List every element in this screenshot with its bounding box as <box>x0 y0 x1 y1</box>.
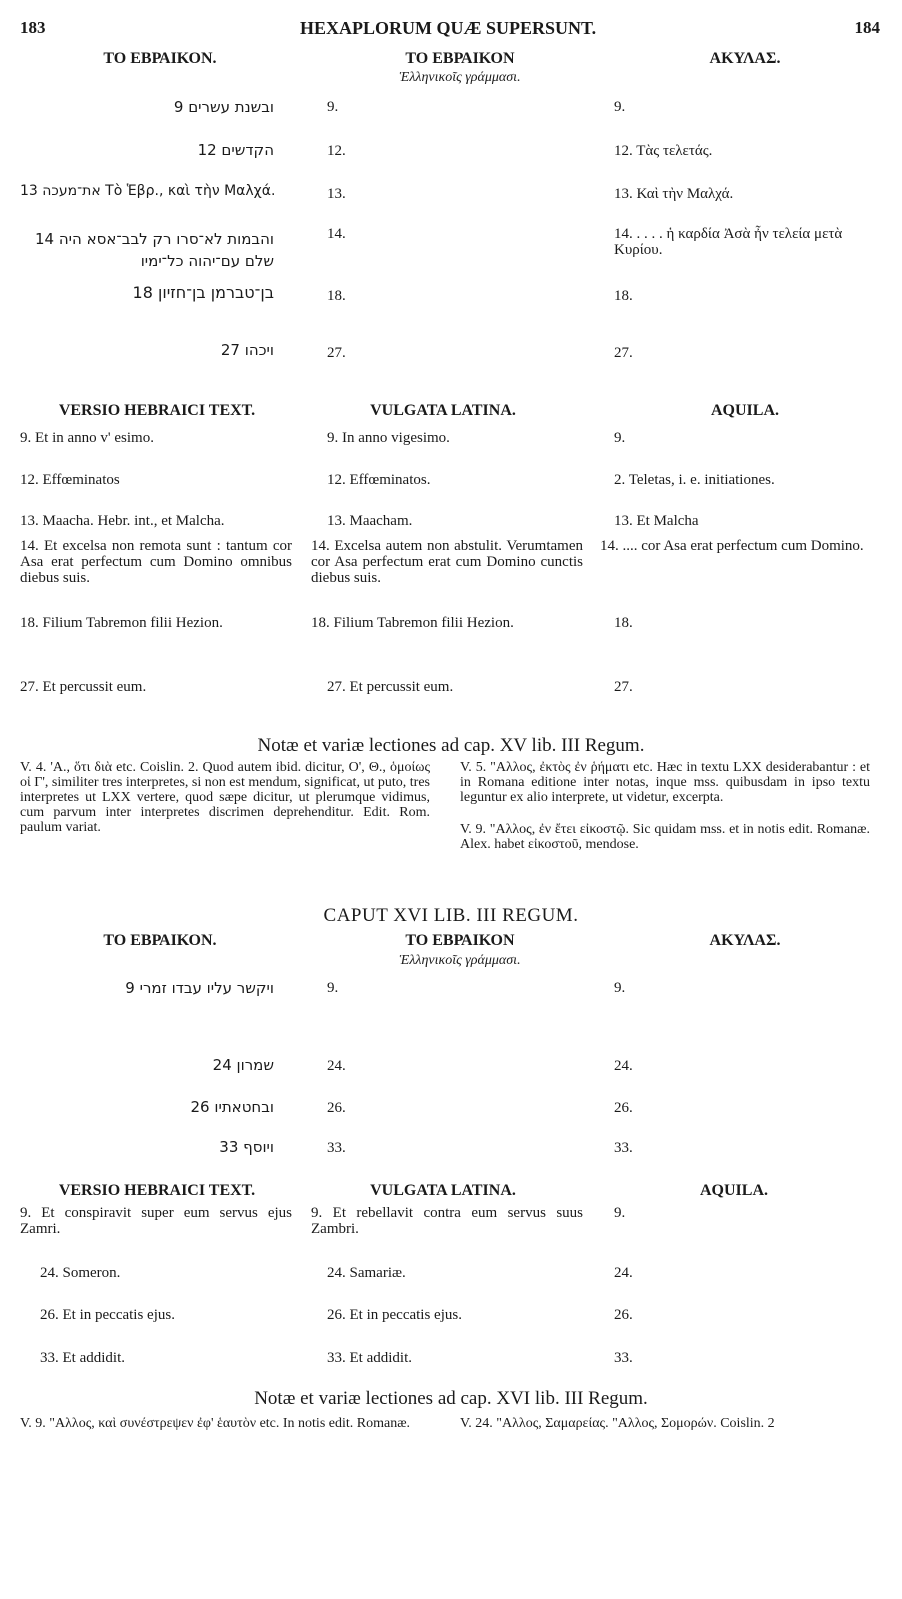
vulgata-verse: 24. Samariæ. <box>327 1265 406 1281</box>
vulgata-verse: 27. Et percussit eum. <box>327 679 454 695</box>
aquila-latin-verse: 13. Et Malcha <box>614 513 699 529</box>
hebrew-verse: 24 שמרון <box>212 1056 274 1074</box>
col-heading-hebrew: ΤΟ ΕΒΡΑΙΚΟΝ. <box>103 932 217 949</box>
note-right-2: V. 9. "Αλλος, ἐν ἔτει εἰκοστῷ. Sic quidam mss. et in notis edit. Romanæ. Alex. habet εἰκοστοῦ, mendose. <box>460 822 870 852</box>
aquila-latin-verse: 9. <box>614 430 626 446</box>
notes-title: Notæ et variæ lectiones ad cap. XVI lib. III Regum. <box>254 1388 648 1409</box>
greek-verse: 13. <box>327 186 346 202</box>
hebrew-verse: 13 את־מעכה Τὸ Ἑβρ., καὶ τὴν Μαλχά. <box>20 183 276 199</box>
greek-verse: 9. <box>327 99 339 115</box>
aquila-verse: 27. <box>614 345 633 361</box>
vulgata-verse: 14. Excelsa autem non abstulit. Verumtamen cor Asa perfectum erat cum Domino cunctis diebus suis. <box>311 538 583 586</box>
col-heading-greek: ΤΟ ΕΒΡΑΙΚΟΝ <box>405 50 515 67</box>
col-heading-aquila: ΑΚΥΛΑΣ. <box>709 50 781 67</box>
hebrew-verse: 27 ויכהו <box>220 341 274 359</box>
latin-hebrew-verse: 13. Maacha. Hebr. int., et Malcha. <box>20 513 225 529</box>
latin-hebrew-verse: 18. Filium Tabremon filii Hezion. <box>20 615 223 631</box>
vulgata-verse: 12. Effœminatos. <box>327 472 431 488</box>
greek-verse: 9. <box>327 980 339 996</box>
greek-verse: 27. <box>327 345 346 361</box>
aquila-latin-verse: 9. <box>614 1205 626 1221</box>
col-heading-vulgata: VULGATA LATINA. <box>370 1182 516 1199</box>
col-subheading-greek: Ἑλληνικοῖς γράμμασι. <box>399 953 521 968</box>
col-heading-hebrew: ΤΟ ΕΒΡΑΙΚΟΝ. <box>103 50 217 67</box>
running-title: HEXAPLORUM QUÆ SUPERSUNT. <box>300 18 597 38</box>
col-heading-version: VERSIO HEBRAICI TEXT. <box>58 402 256 419</box>
hebrew-verse: 9 ויקשר עליו עבדו זמרי <box>125 979 274 997</box>
vulgata-verse: 13. Maacham. <box>327 513 413 529</box>
aquila-verse: 9. <box>614 99 626 115</box>
page-number-right: 184 <box>854 18 880 37</box>
col-heading-aquila-latin: AQUILA. <box>710 402 779 419</box>
note-right-1: V. 5. "Αλλος, ἐκτὸς ἐν ῥήματι etc. Hæc in textu LXX desiderabantur : et in Romana editione inter notas, inque mss. quibusdam in ipso textu leguntur ex alio interprete, ut videtur, excerpta. <box>460 760 870 805</box>
note-left: V. 4. 'Α., ὅτι διὰ etc. Coislin. 2. Quod autem ibid. dicitur, Ο', Θ., ὁμοίως οἱ Γ', similiter tres interpretes, si non est mendum, significat, ut puto, tres interpretes ut LXX vertere, quod sæpe dicitur, ut plerumque vidimus, cum parvum inter interpretes discrimen deprehenditur. Edit. Rom. paulum variat. <box>20 760 430 835</box>
latin-hebrew-verse: 24. Someron. <box>40 1265 121 1281</box>
latin-hebrew-verse: 9. Et conspiravit super eum servus ejus Zamri. <box>20 1205 292 1237</box>
latin-hebrew-verse: 27. Et percussit eum. <box>20 679 147 695</box>
hebrew-verse: 26 ובחטאתיו <box>190 1098 274 1116</box>
aquila-latin-verse: 24. <box>614 1265 633 1281</box>
aquila-latin-verse: 26. <box>614 1307 633 1323</box>
hebrew-verse: 12 הקדשים <box>197 141 274 159</box>
col-heading-version: VERSIO HEBRAICI TEXT. <box>58 1182 256 1199</box>
col-heading-greek: ΤΟ ΕΒΡΑΙΚΟΝ <box>405 932 515 949</box>
vulgata-verse: 9. In anno vigesimo. <box>327 430 450 446</box>
aquila-verse: 33. <box>614 1140 633 1156</box>
latin-hebrew-verse: 26. Et in peccatis ejus. <box>40 1307 175 1323</box>
aquila-latin-verse: 27. <box>614 679 633 695</box>
vulgata-verse: 9. Et rebellavit contra eum servus suus Zambri. <box>311 1205 583 1237</box>
hebrew-verse: 18 בן־טברמן בן־חזיון <box>132 283 274 302</box>
greek-verse: 33. <box>327 1140 346 1156</box>
chapter-title: CAPUT XVI LIB. III REGUM. <box>323 905 579 926</box>
aquila-verse: 12. Τὰς τελετάς. <box>614 143 713 159</box>
latin-hebrew-verse: 33. Et addidit. <box>40 1350 125 1366</box>
hebrew-verse: 9 ובשנת עשרים <box>173 98 274 116</box>
hebrew-verse: 14 והבמות לא־סרו רק לבב־אסא היה שלם עם־יהוה כל־ימיו <box>34 230 274 270</box>
hebrew-verse: 33 ויוסף <box>219 1138 274 1156</box>
col-heading-aquila-latin: AQUILA. <box>699 1182 768 1199</box>
greek-verse: 14. <box>327 226 346 242</box>
greek-verse: 12. <box>327 143 346 159</box>
greek-verse: 24. <box>327 1058 346 1074</box>
page-number-left: 183 <box>20 18 46 37</box>
aquila-latin-verse: 2. Teletas, i. e. initiationes. <box>614 472 775 488</box>
greek-verse: 26. <box>327 1100 346 1116</box>
aquila-verse: 14. . . . . ἡ καρδία Ἀσὰ ἦν τελεία μετὰ Κυρίου. <box>614 226 843 258</box>
note-left: V. 9. "Αλλος, καὶ συνέστρεψεν ἐφ' ἑαυτὸν etc. In notis edit. Romanæ. <box>20 1416 411 1431</box>
vulgata-verse: 18. Filium Tabremon filii Hezion. <box>311 615 514 631</box>
vulgata-verse: 33. Et addidit. <box>327 1350 412 1366</box>
note-right: V. 24. "Αλλος, Σαμαρείας. "Αλλος, Σομορών. Coislin. 2 <box>460 1416 775 1431</box>
greek-verse: 18. <box>327 288 346 304</box>
aquila-verse: 9. <box>614 980 626 996</box>
aquila-verse: 13. Καὶ τὴν Μαλχά. <box>614 186 734 202</box>
latin-hebrew-verse: 9. Et in anno v' esimo. <box>20 430 154 446</box>
aquila-latin-verse: 18. <box>614 615 633 631</box>
latin-hebrew-verse: 12. Effœminatos <box>20 472 120 488</box>
notes-title: Notæ et variæ lectiones ad cap. XV lib. III Regum. <box>257 735 645 756</box>
aquila-verse: 26. <box>614 1100 633 1116</box>
aquila-verse: 24. <box>614 1058 633 1074</box>
latin-hebrew-verse: 14. Et excelsa non remota sunt : tantum cor Asa erat perfectum cum Domino omnibus diebus suis. <box>20 538 292 586</box>
col-heading-vulgata: VULGATA LATINA. <box>370 402 516 419</box>
aquila-latin-verse: 14. .... cor Asa erat perfectum cum Domino. <box>600 538 864 554</box>
aquila-verse: 18. <box>614 288 633 304</box>
vulgata-verse: 26. Et in peccatis ejus. <box>327 1307 462 1323</box>
aquila-latin-verse: 33. <box>614 1350 633 1366</box>
col-subheading-greek: Ἑλληνικοῖς γράμμασι. <box>399 70 521 85</box>
col-heading-aquila: ΑΚΥΛΑΣ. <box>709 932 781 949</box>
